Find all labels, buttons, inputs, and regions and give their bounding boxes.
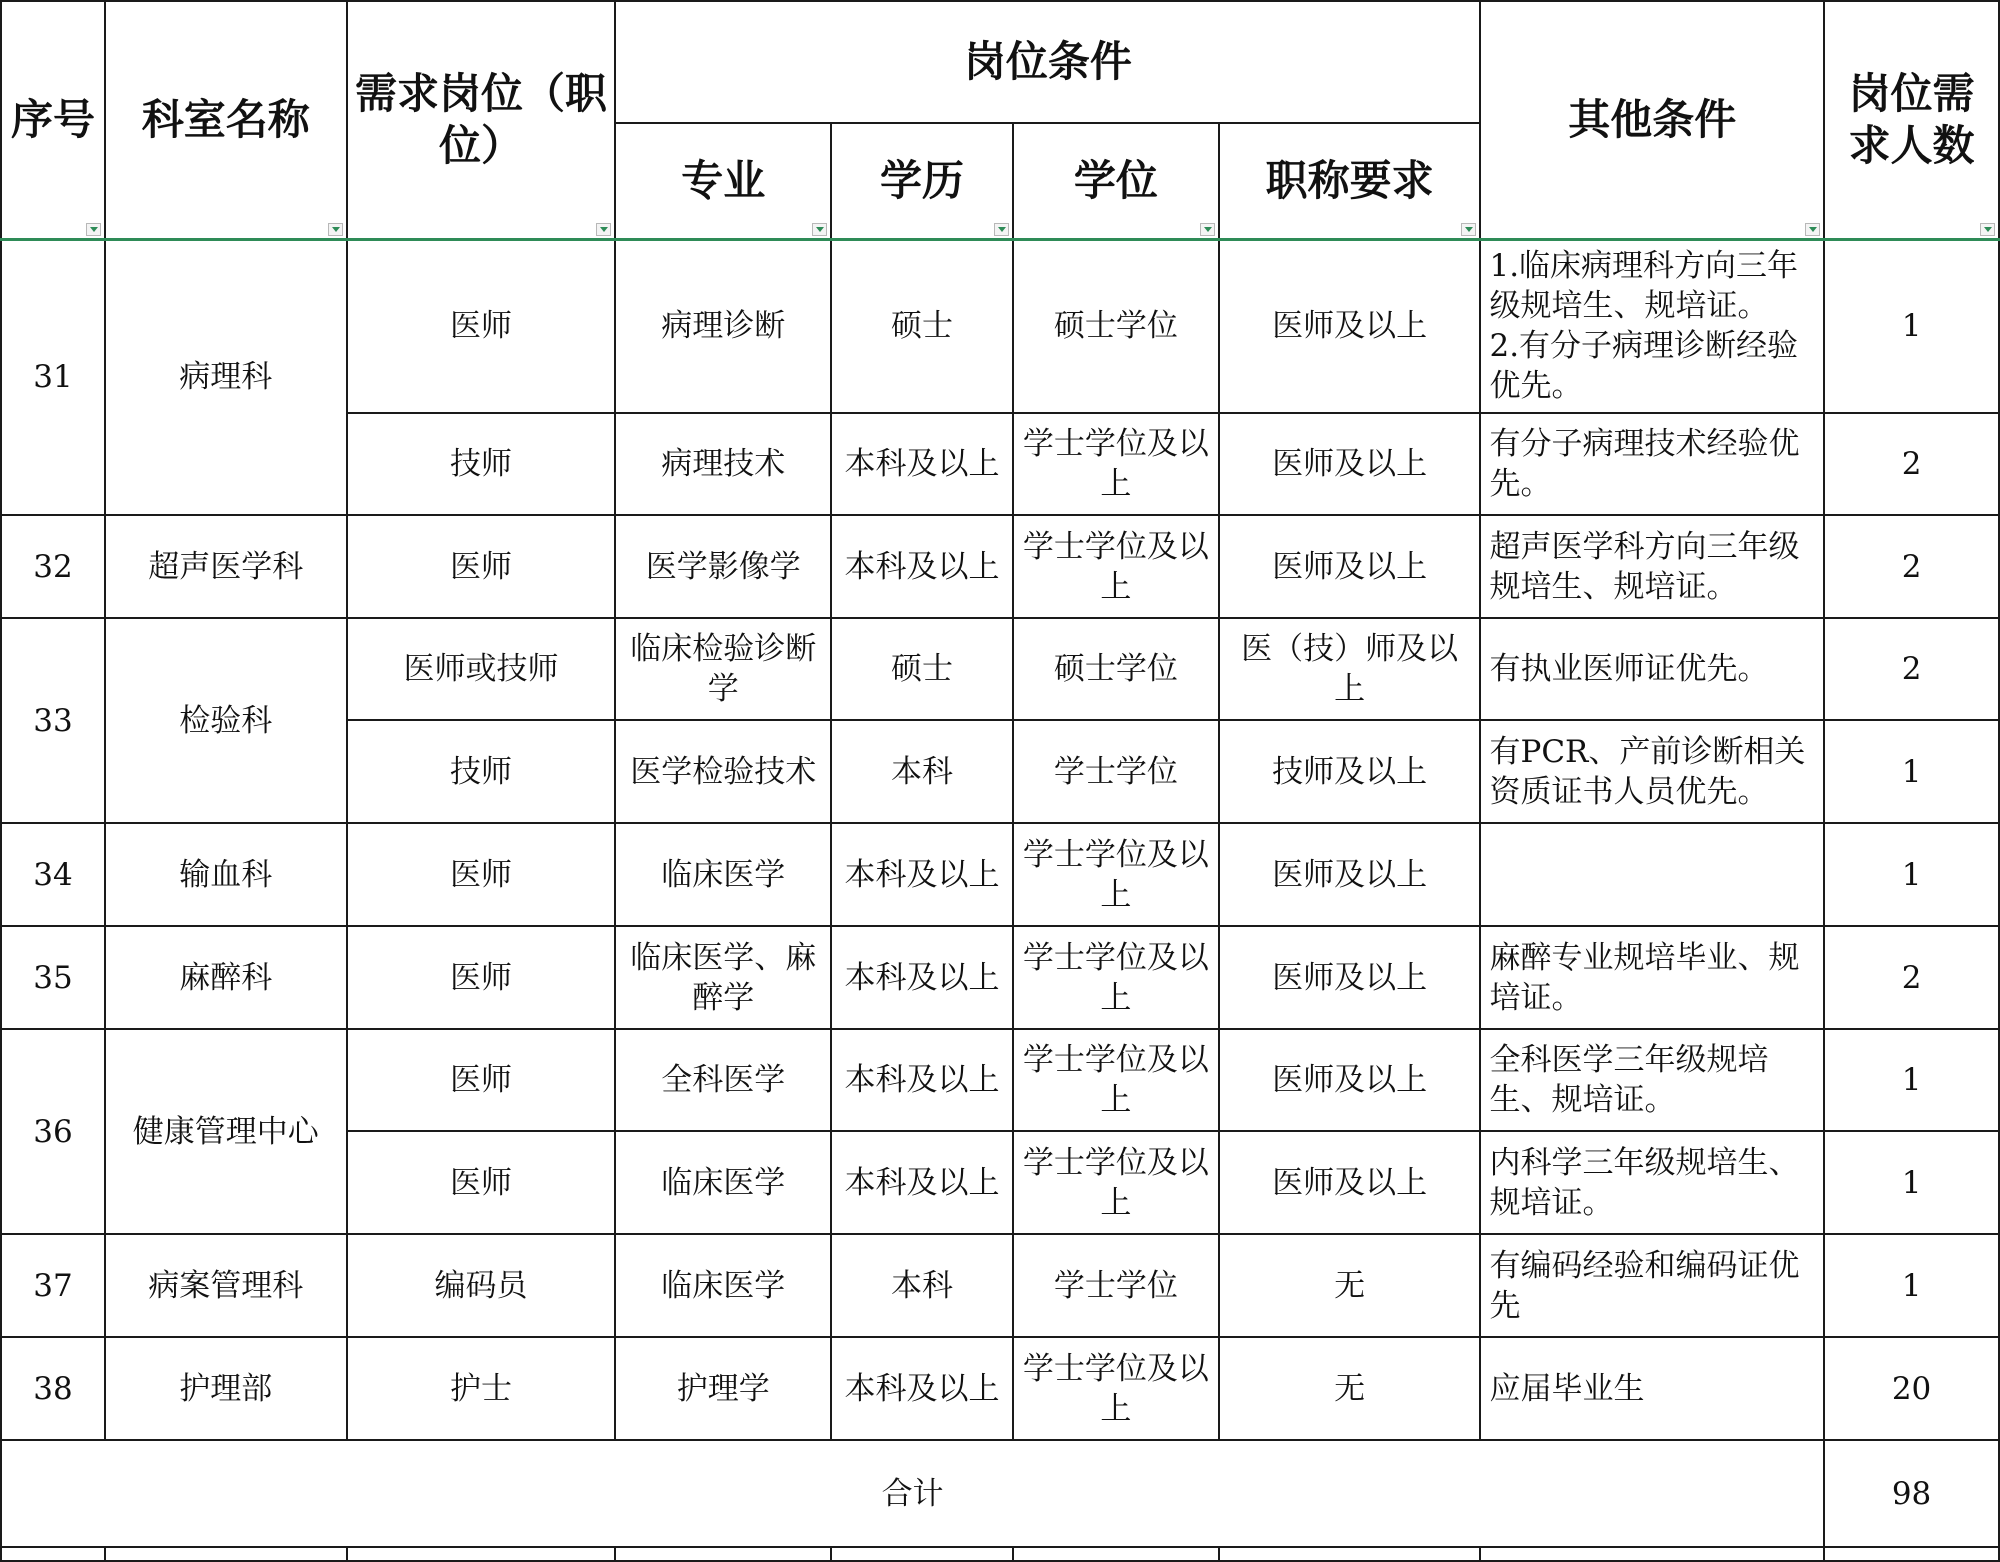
empty-cell[interactable] xyxy=(1480,1547,1824,1561)
cell-degree[interactable]: 学士学位及以上 xyxy=(1013,823,1219,926)
filter-dropdown-icon[interactable] xyxy=(1200,223,1215,236)
table-row xyxy=(1,1029,1999,1131)
table-row xyxy=(1,1337,1999,1440)
filter-dropdown-icon[interactable] xyxy=(1461,223,1476,236)
cell-position[interactable]: 医师 xyxy=(347,1131,616,1234)
cell-other[interactable]: 有执业医师证优先。 xyxy=(1480,618,1824,720)
cell-position[interactable]: 技师 xyxy=(347,413,616,515)
cell-major[interactable]: 医学检验技术 xyxy=(615,720,831,823)
cell-other[interactable]: 内科学三年级规培生、规培证。 xyxy=(1480,1131,1824,1234)
cell-dept[interactable]: 检验科 xyxy=(105,618,347,823)
cell-count[interactable]: 1 xyxy=(1824,239,1999,413)
header-seq[interactable]: 序号 xyxy=(1,1,105,239)
cell-title-req[interactable]: 无 xyxy=(1219,1337,1481,1440)
total-value: 98 xyxy=(1824,1440,1999,1547)
cell-title-req[interactable]: 医师及以上 xyxy=(1219,823,1481,926)
cell-major[interactable]: 临床医学、麻醉学 xyxy=(615,926,831,1029)
cell-title-req[interactable]: 医师及以上 xyxy=(1219,926,1481,1029)
empty-cell[interactable] xyxy=(1013,1547,1219,1561)
cell-title-req[interactable]: 无 xyxy=(1219,1234,1481,1337)
cell-count[interactable]: 2 xyxy=(1824,515,1999,618)
cell-degree[interactable]: 学士学位及以上 xyxy=(1013,926,1219,1029)
filter-dropdown-icon[interactable] xyxy=(86,223,101,236)
empty-cell[interactable] xyxy=(105,1547,347,1561)
cell-education[interactable]: 本科及以上 xyxy=(831,1029,1013,1131)
filter-dropdown-icon[interactable] xyxy=(596,223,611,236)
cell-position[interactable]: 医师 xyxy=(347,823,616,926)
cell-major[interactable]: 临床检验诊断学 xyxy=(615,618,831,720)
cell-education[interactable]: 硕士 xyxy=(831,239,1013,413)
cell-dept[interactable]: 输血科 xyxy=(105,823,347,926)
cell-major[interactable]: 病理技术 xyxy=(615,413,831,515)
total-label: 合计 xyxy=(1,1440,1824,1547)
cell-major[interactable]: 护理学 xyxy=(615,1337,831,1440)
cell-seq[interactable]: 33 xyxy=(1,618,105,823)
cell-education[interactable]: 本科 xyxy=(831,1234,1013,1337)
cell-major[interactable]: 临床医学 xyxy=(615,1131,831,1234)
filter-dropdown-icon[interactable] xyxy=(812,223,827,236)
cell-education[interactable]: 硕士 xyxy=(831,618,1013,720)
cell-degree[interactable]: 硕士学位 xyxy=(1013,618,1219,720)
cell-title-req[interactable]: 医师及以上 xyxy=(1219,1029,1481,1131)
cell-seq[interactable]: 38 xyxy=(1,1337,105,1440)
cell-education[interactable]: 本科及以上 xyxy=(831,823,1013,926)
cell-degree[interactable]: 硕士学位 xyxy=(1013,239,1219,413)
cell-position[interactable]: 技师 xyxy=(347,720,616,823)
cell-other[interactable]: 1.临床病理科方向三年级规培生、规培证。 2.有分子病理诊断经验优先。 xyxy=(1480,239,1824,413)
cell-count[interactable]: 1 xyxy=(1824,1029,1999,1131)
cell-count[interactable]: 1 xyxy=(1824,823,1999,926)
cell-count[interactable]: 1 xyxy=(1824,720,1999,823)
cell-dept[interactable]: 病理科 xyxy=(105,239,347,515)
cell-title-req[interactable]: 医（技）师及以上 xyxy=(1219,618,1481,720)
cell-education[interactable]: 本科 xyxy=(831,720,1013,823)
filter-dropdown-icon[interactable] xyxy=(1980,223,1995,236)
cell-title-req[interactable]: 技师及以上 xyxy=(1219,720,1481,823)
cell-education[interactable]: 本科及以上 xyxy=(831,1131,1013,1234)
cell-major[interactable]: 临床医学 xyxy=(615,823,831,926)
cell-other[interactable] xyxy=(1480,823,1824,926)
header-education[interactable]: 学历 xyxy=(831,123,1013,239)
cell-major[interactable]: 全科医学 xyxy=(615,1029,831,1131)
cell-education[interactable]: 本科及以上 xyxy=(831,413,1013,515)
cell-education[interactable]: 本科及以上 xyxy=(831,515,1013,618)
header-major[interactable]: 专业 xyxy=(615,123,831,239)
cell-position[interactable]: 医师 xyxy=(347,926,616,1029)
header-count[interactable]: 岗位需求人数 xyxy=(1824,1,1999,239)
cell-count[interactable]: 1 xyxy=(1824,1131,1999,1234)
table-row xyxy=(1,239,1999,413)
table-row xyxy=(1,926,1999,1029)
cell-position[interactable]: 护士 xyxy=(347,1337,616,1440)
cell-count[interactable]: 2 xyxy=(1824,926,1999,1029)
cell-count[interactable]: 2 xyxy=(1824,413,1999,515)
cell-count[interactable]: 1 xyxy=(1824,1234,1999,1337)
header-degree[interactable]: 学位 xyxy=(1013,123,1219,239)
header-dept[interactable]: 科室名称 xyxy=(105,1,347,239)
cell-position[interactable]: 医师或技师 xyxy=(347,618,616,720)
table-row xyxy=(1,1234,1999,1337)
table-row xyxy=(1,515,1999,618)
cell-dept[interactable]: 健康管理中心 xyxy=(105,1029,347,1234)
cell-education[interactable]: 本科及以上 xyxy=(831,1337,1013,1440)
cell-count[interactable]: 20 xyxy=(1824,1337,1999,1440)
cell-other[interactable]: 应届毕业生 xyxy=(1480,1337,1824,1440)
cell-title-req[interactable]: 医师及以上 xyxy=(1219,515,1481,618)
header-position[interactable]: 需求岗位（职位） xyxy=(347,1,616,239)
cell-position[interactable]: 医师 xyxy=(347,239,616,413)
cell-seq[interactable]: 34 xyxy=(1,823,105,926)
filter-dropdown-icon[interactable] xyxy=(994,223,1009,236)
cell-dept[interactable]: 麻醉科 xyxy=(105,926,347,1029)
cell-other[interactable]: 有PCR、产前诊断相关资质证书人员优先。 xyxy=(1480,720,1824,823)
filter-dropdown-icon[interactable] xyxy=(1805,223,1820,236)
filter-dropdown-icon[interactable] xyxy=(328,223,343,236)
cell-title-req[interactable]: 医师及以上 xyxy=(1219,239,1481,413)
empty-cell[interactable] xyxy=(1,1547,105,1561)
cell-degree[interactable]: 学士学位 xyxy=(1013,720,1219,823)
empty-cell[interactable] xyxy=(347,1547,616,1561)
table-row xyxy=(1,618,1999,720)
table-body xyxy=(1,239,1999,1440)
cell-seq[interactable]: 35 xyxy=(1,926,105,1029)
cell-education[interactable]: 本科及以上 xyxy=(831,926,1013,1029)
cell-dept[interactable]: 超声医学科 xyxy=(105,515,347,618)
cell-dept[interactable]: 护理部 xyxy=(105,1337,347,1440)
cell-title-req[interactable]: 医师及以上 xyxy=(1219,1131,1481,1234)
cell-degree[interactable]: 学士学位 xyxy=(1013,1234,1219,1337)
table-row xyxy=(1,823,1999,926)
cell-other[interactable]: 有分子病理技术经验优先。 xyxy=(1480,413,1824,515)
cell-other[interactable]: 麻醉专业规培毕业、规培证。 xyxy=(1480,926,1824,1029)
cell-other[interactable]: 有编码经验和编码证优先 xyxy=(1480,1234,1824,1337)
header-other[interactable]: 其他条件 xyxy=(1480,1,1824,239)
cell-position[interactable]: 医师 xyxy=(347,515,616,618)
cell-position[interactable]: 医师 xyxy=(347,1029,616,1131)
header-title-req[interactable]: 职称要求 xyxy=(1219,123,1481,239)
cell-degree[interactable]: 学士学位及以上 xyxy=(1013,515,1219,618)
cell-other[interactable]: 超声医学科方向三年级规培生、规培证。 xyxy=(1480,515,1824,618)
cell-degree[interactable]: 学士学位及以上 xyxy=(1013,1029,1219,1131)
empty-cell[interactable] xyxy=(1824,1547,1999,1561)
cell-seq[interactable]: 36 xyxy=(1,1029,105,1234)
cell-major[interactable]: 病理诊断 xyxy=(615,239,831,413)
cell-title-req[interactable]: 医师及以上 xyxy=(1219,413,1481,515)
cell-seq[interactable]: 32 xyxy=(1,515,105,618)
cell-position[interactable]: 编码员 xyxy=(347,1234,616,1337)
cell-degree[interactable]: 学士学位及以上 xyxy=(1013,1131,1219,1234)
cell-dept[interactable]: 病案管理科 xyxy=(105,1234,347,1337)
cell-seq[interactable]: 31 xyxy=(1,239,105,515)
cell-seq[interactable]: 37 xyxy=(1,1234,105,1337)
cell-major[interactable]: 临床医学 xyxy=(615,1234,831,1337)
cell-count[interactable]: 2 xyxy=(1824,618,1999,720)
cell-degree[interactable]: 学士学位及以上 xyxy=(1013,413,1219,515)
empty-cell[interactable] xyxy=(615,1547,831,1561)
cell-major[interactable]: 医学影像学 xyxy=(615,515,831,618)
cell-degree[interactable]: 学士学位及以上 xyxy=(1013,1337,1219,1440)
empty-cell[interactable] xyxy=(1219,1547,1481,1561)
cell-other[interactable]: 全科医学三年级规培生、规培证。 xyxy=(1480,1029,1824,1131)
header-conditions: 岗位条件 xyxy=(615,1,1480,123)
empty-cell[interactable] xyxy=(831,1547,1013,1561)
